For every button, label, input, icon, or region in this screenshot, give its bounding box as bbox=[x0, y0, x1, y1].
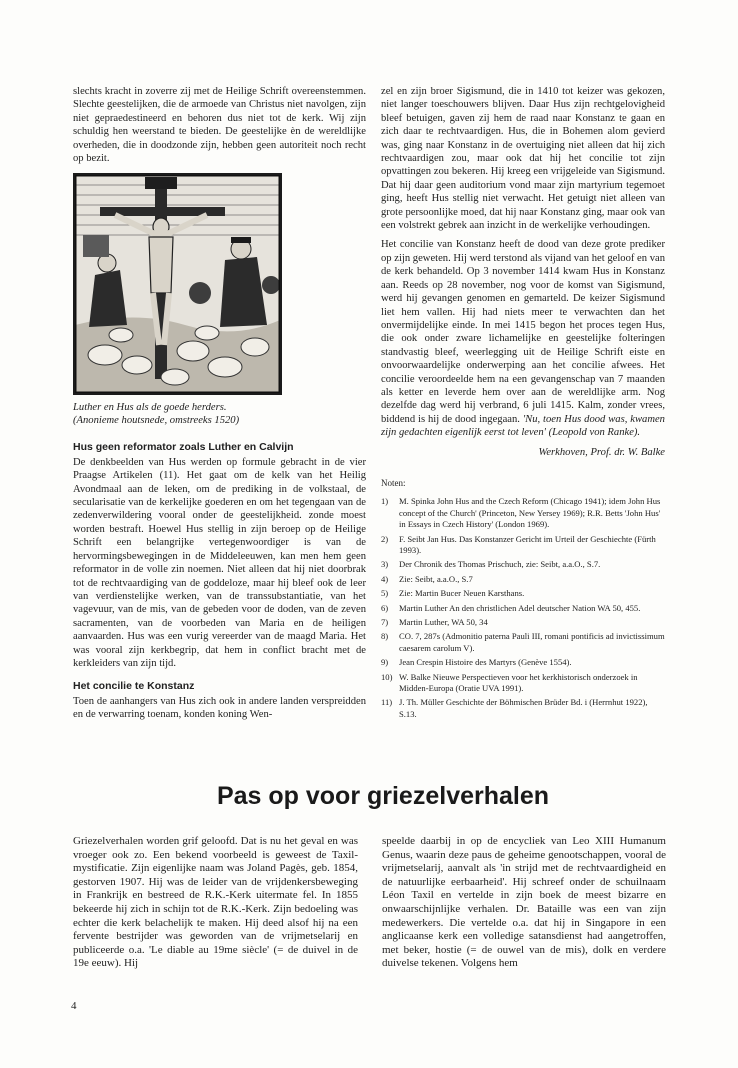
note-item bbox=[381, 588, 665, 599]
note-item bbox=[381, 559, 665, 570]
note-number: 4) bbox=[381, 573, 389, 584]
note-item bbox=[381, 617, 665, 628]
paragraph-denkbeelden: De denkbeelden van Hus werden op formule gebracht in de vier Praagse Artikelen (11). Het gaat om de kelk van het Heilig Avondmaal aan de leken, om de prediking in de volkstaal, de secularisatie van de kerkelijke goederen en om het tegengaan van de zedenverwildering vooral onder de geestelijkheid. zonde moest worden bestraft. Hoewel Hus stellig in zijn beroep op de Heilige Schrift een belangrijke vertegenwoordiger is van de hervormingsbewegingen in de Middeleeuwen, kan men hem geen reformator in de volle zin noemen. Niet alleen dat hij niet doorbrak tot de rechtvaardiging van de goddeloze, maar hij bleef ook de leer van verdienstelijke werken, van de transsubstantiatie, van het vagevuur, van de mis, van de gebeden voor de doden, van de zeven sacramenten, van de voorbeden van Maria en de heiligen aanvaarden. Hus was een vurig vereerder van de maagd Maria. Het was vooral zijn kerkbegrip, dat hem in conflict bracht met de kerkleiders van zijn tijd. bbox=[73, 456, 366, 669]
note-text: Martin Luther An den christlichen Adel deutscher Nation WA 50, 455. bbox=[399, 602, 641, 613]
note-number: 2) bbox=[381, 533, 389, 544]
column-left-bottom bbox=[73, 835, 358, 977]
note-item bbox=[381, 697, 665, 720]
paragraph-wenzel: zel en zijn broer Sigismund, die in 1410 tot keizer was gekozen, niet langer toeschouwers blijven. Daar Hus zijn rechtgelovigheid bleef betuigen, gaven zij hem de raad naar Konstanz te gaan en zich daar te rechtvaardigen. Hus, die in Bohemen alom gevierd was, ging naar Konstanz in de overtuiging niet alleen dat hij zich rechtvaardigen zou, maar ook dat hij het concilie tot zijn opvattingen zou bekeren. Hij kreeg een vrijgeleide van Sigismund. Dat hij daar geen auditorium vond maar zijn martyrium tegemoet ging, heeft Hus stellig niet verwacht. Het getuigt niet alleen van grote persoonlijke moed, dat hij naar Konstanz ging, maar ook van een volstrekt gebrek aan inzicht in de werkelijke verhoudingen. bbox=[381, 86, 665, 232]
note-item bbox=[381, 672, 665, 695]
note-text: Der Chronik des Thomas Prischuch, zie: Seibt, a.a.O., S.7. bbox=[399, 559, 601, 570]
note-number: 11) bbox=[381, 697, 393, 708]
note-number: 10) bbox=[381, 671, 393, 682]
paragraph-griezel-right: speelde daarbij in op de encycliek van Leo XIII Humanum Genus, waarin deze paus de geheime genootschappen, vooral de vrijmetselarij, aanvalt als 'in strijd met de rechtvaardigheid en de natuurlijke eerbaarheid'. Hij schreef onder de schuilnaam Léon Taxil en vertelde in zijn boek de meest bizarre en onwaarschijnlijke verhalen. Dr. Bataille was een van zijn medewerkers. Die vertelde o.a. dat hij in Singapore in een anglicaanse kerk een volledige satansdienst had aangetroffen, met beker, hostie (= de ouwel van de mis), dolk en verdere duivelse tekenen. Volgens hem bbox=[382, 835, 666, 970]
paragraph-intro: slechts kracht in zoverre zij met de Heilige Schrift overeenstemmen. Slechte geestelijken, die de armoede van Christus niet navolgen, zijn niet gepraedestineerd en behoren dus niet tot de kerk. Wij zijn schuldig hen weerstand te bieden. De geestelijke èn de wereldlijke overheden, die in doodzonde zijn, hebben geen autoriteit noch recht op bezit. bbox=[73, 86, 366, 165]
article-title: Pas op voor griezelverhalen bbox=[216, 782, 550, 810]
note-item bbox=[381, 534, 665, 557]
note-number: 8) bbox=[381, 631, 389, 642]
note-text: Jean Crespin Histoire des Martyrs (Genève 1554). bbox=[399, 657, 572, 668]
author-signature: Werkhoven, Prof. dr. W. Balke bbox=[538, 446, 665, 458]
caption-line-2: (Anonieme houtsnede, omstreeks 1520) bbox=[73, 415, 240, 427]
note-number: 3) bbox=[381, 559, 389, 570]
note-text: M. Spinka John Hus and the Czech Reform (Chicago 1941); idem John Hus concept of the Church' (Princeton, New Yersey 1969); R.R. Betts 'John Hus' in Essays in Czech History' (London 1969). bbox=[399, 496, 661, 530]
notes-list bbox=[381, 496, 665, 720]
column-right-top bbox=[381, 85, 665, 723]
paragraph-aanhangers: Toen de aanhangers van Hus zich ook in andere landen verspreidden en de verwarring toenam, konden koning Wen- bbox=[73, 695, 366, 721]
note-text: CO. 7, 287s (Admonitio paterna Pauli III, romani pontificis ad invictissimum caesarem carolum V). bbox=[399, 631, 665, 653]
ranke-quote: 'Nu, toen Hus dood was, kwamen zijn gedachten eigenlijk eerst tot leven' (Leopold von Ranke). bbox=[381, 413, 665, 439]
note-number: 5) bbox=[381, 588, 389, 599]
figure-caption bbox=[73, 401, 366, 427]
paragraph-konstanz-text: Het concilie van Konstanz heeft de dood van deze grote prediker op zijn geweten. Hij werd terstond als vijand van het geloof en van de kerk behandeld. Op 3 november 1414 kwam Hus in Konstanz aan. Reeds op 28 november, nog voor de komst van Sigismund, werd hij gevangen genomen en gemarteld. De keizer Sigismund liet hem vallen. Hij had niets meer te verwachten dan het onvermijdelijke einde. In mei 1415 begon het proces tegen Hus, die ook onder zware lichamelijke en geestelijke folteringen standvastig bleef, weerlegging uit de Heilige Schrift eiste en onvoorwaardelijke onderwerping aan het concilie afwees. Het concilie veroordeelde hem na een gevangenschap van 7 maanden als ketter en leverde hem over aan de wereldlijke arm. Nog dezelfde dag werd hij verbrand, 6 juli 1415. Kalm, zonder vrees, biddend is hij de dood ingegaan. bbox=[381, 239, 665, 425]
paragraph-griezel-left: Griezelverhalen worden grif geloofd. Dat is nu het geval en was vroeger ook zo. Een bekend voorbeeld is geweest de Taxil-mystificatie. Zijn eigenlijke naam was Joland Pagès, geb. 1854, gestorven 1907. Hij was de leider van de vrijdenkersbeweging in Frankrijk en bestreed de R.K.-Kerk uitermate fel. In 1855 bekeerde hij zich in schijn tot de R.K.-Kerk. Zijn bedoeling was echter die kerk belachelijk te maken. Hij deed alsof hij na een fervente bestrijder was geworden van de vrijmetselarij en publiceerde o.a. 'Le diable au 19me siècle' (= de duivel in de 19e eeuw). Hij bbox=[73, 835, 358, 970]
note-number: 1) bbox=[381, 496, 389, 507]
note-text: J. Th. Müller Geschichte der Böhmischen Brüder Bd. i (Herrnhut 1922), S.13. bbox=[399, 697, 648, 719]
note-item bbox=[381, 574, 665, 585]
note-text: Zie: Martin Bucer Neuen Karsthans. bbox=[399, 588, 525, 599]
notes-title: Noten: bbox=[381, 477, 406, 488]
heading-reformator: Hus geen reformator zoals Luther en Calvijn bbox=[73, 441, 294, 454]
note-number: 6) bbox=[381, 602, 389, 613]
page-number: 4 bbox=[71, 1000, 77, 1012]
note-number: 7) bbox=[381, 617, 389, 628]
column-left-top bbox=[73, 85, 366, 728]
column-right-bottom bbox=[382, 835, 666, 977]
note-text: Martin Luther, WA 50, 34 bbox=[399, 617, 488, 628]
note-text: W. Balke Nieuwe Perspectieven voor het kerkhistorisch onderzoek in Midden-Europa (Oratie UVA 1991). bbox=[399, 671, 638, 694]
note-item bbox=[381, 603, 665, 614]
note-text: Zie: Seibt, a.a.O., S.7 bbox=[399, 573, 473, 584]
note-number: 9) bbox=[381, 657, 389, 668]
heading-concilie: Het concilie te Konstanz bbox=[73, 680, 195, 693]
paragraph-konstanz bbox=[381, 238, 665, 439]
woodcut-illustration bbox=[73, 173, 282, 395]
caption-line-1: Luther en Hus als de goede herders. bbox=[73, 402, 227, 414]
woodcut-crucifixion-shepherds-icon bbox=[75, 175, 280, 393]
note-text: F. Seibt Jan Hus. Das Konstanzer Gericht im Urteil der Geschiechte (Fürth 1993). bbox=[399, 533, 656, 555]
note-item bbox=[381, 496, 665, 530]
note-item bbox=[381, 631, 665, 654]
note-item bbox=[381, 657, 665, 668]
